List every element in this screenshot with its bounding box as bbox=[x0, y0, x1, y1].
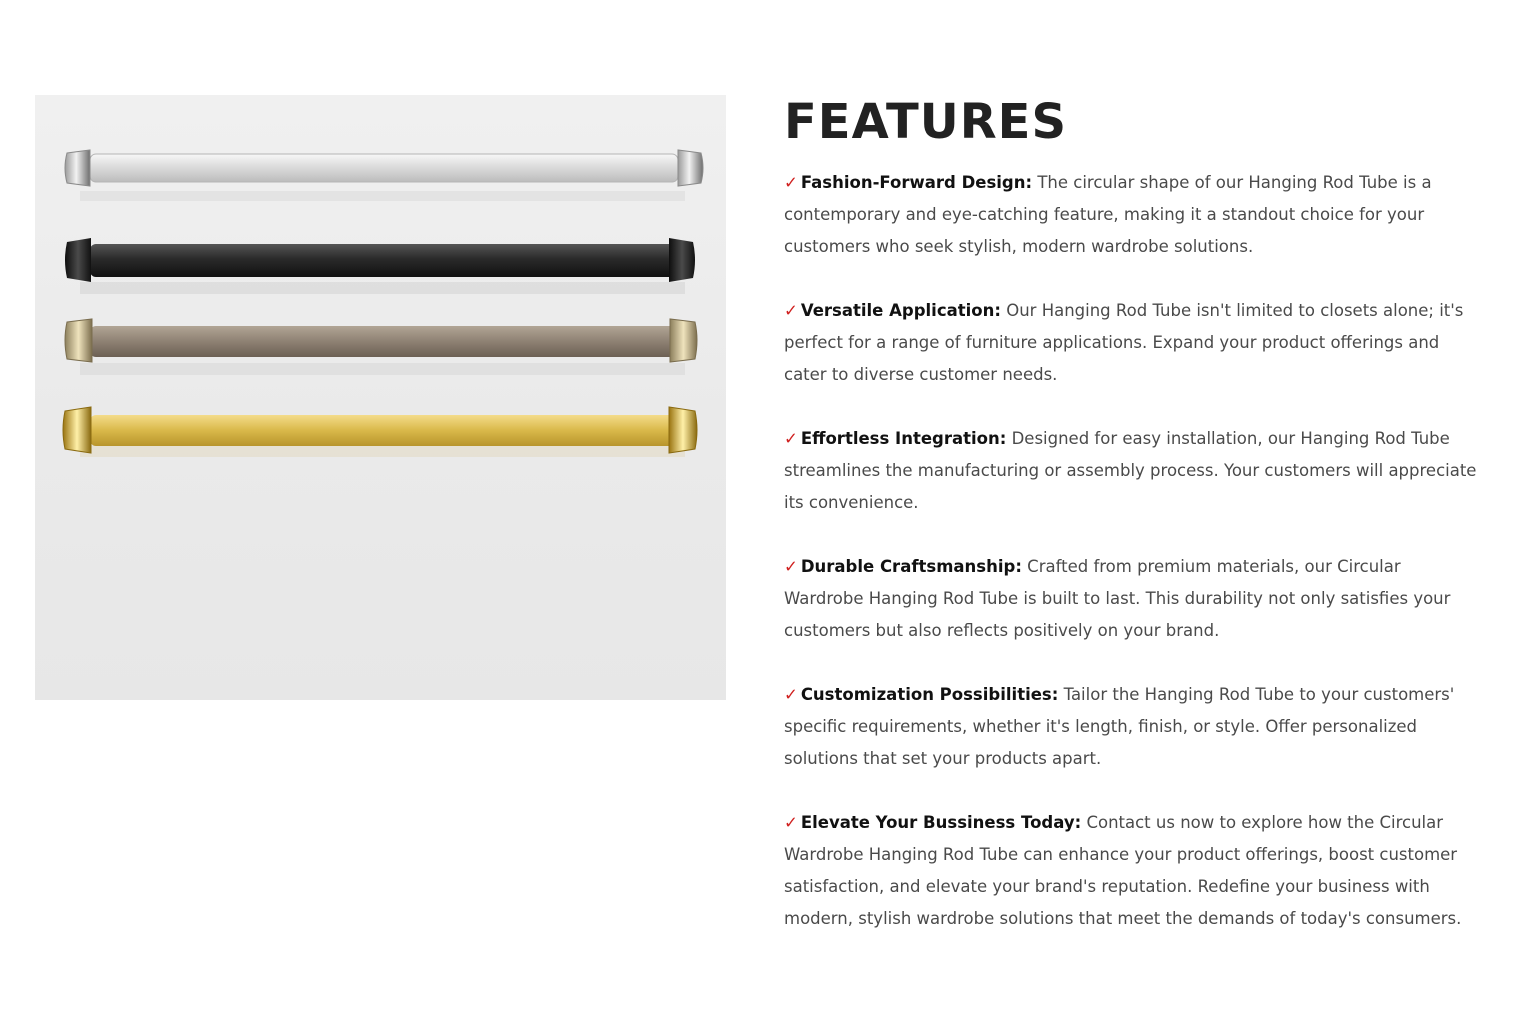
feature-title: Effortless Integration: bbox=[800, 429, 1007, 448]
silver-rod bbox=[65, 150, 703, 186]
check-icon: ✓ bbox=[784, 429, 798, 448]
black-rod-left-cap bbox=[65, 238, 91, 282]
feature-text: Tailor the Hanging Rod Tube to your customers' specific requirements, whether it's length, finish, or style. Offer personalized solutions that set your products apart. bbox=[784, 685, 1455, 768]
check-icon: ✓ bbox=[784, 557, 798, 576]
feature-text: Contact us now to explore how the Circular Wardrobe Hanging Rod Tube can enhance your product offerings, boost customer satisfaction, and elevate your brand's reputation. Redefine your business with modern, stylish wardrobe solutions that meet the demands of today's consumers. bbox=[784, 813, 1462, 928]
product-image bbox=[35, 95, 726, 700]
champagne-rod-right-cap bbox=[670, 319, 697, 362]
black-rod-right-cap bbox=[669, 238, 695, 282]
check-icon: ✓ bbox=[784, 685, 798, 704]
feature-text: Designed for easy installation, our Hanging Rod Tube streamlines the manufacturing or assembly process. Your customers will appreciate its convenience. bbox=[784, 429, 1477, 512]
feature-item-effortless-integration bbox=[784, 423, 1484, 519]
black-rod bbox=[65, 238, 695, 282]
feature-item-customization-possibilities bbox=[784, 679, 1484, 775]
champagne-rod-shadow bbox=[80, 363, 685, 375]
champagne-rod bbox=[65, 319, 697, 362]
feature-list bbox=[784, 167, 1484, 935]
feature-item-fashion-forward-design bbox=[784, 167, 1484, 263]
feature-item-versatile-application bbox=[784, 295, 1484, 391]
silver-rod-left-cap bbox=[65, 150, 90, 186]
gold-rod-shadow bbox=[80, 445, 685, 457]
feature-title: Durable Craftsmanship: bbox=[800, 557, 1022, 576]
feature-text: Our Hanging Rod Tube isn't limited to closets alone; it's perfect for a range of furniture applications. Expand your product offerings and cater to diverse customer needs. bbox=[784, 301, 1464, 384]
check-icon: ✓ bbox=[784, 813, 798, 832]
feature-title: Elevate Your Bussiness Today: bbox=[800, 813, 1082, 832]
feature-title: Fashion-Forward Design: bbox=[800, 173, 1033, 192]
black-rod-shadow bbox=[80, 282, 685, 294]
feature-text: The circular shape of our Hanging Rod Tube is a contemporary and eye-catching feature, making it a standout choice for your customers who seek stylish, modern wardrobe solutions. bbox=[784, 173, 1432, 256]
gold-rod-left-cap bbox=[63, 407, 91, 453]
silver-rod-shadow bbox=[80, 191, 685, 201]
gold-rod-right-cap bbox=[669, 407, 697, 453]
champagne-rod-left-cap bbox=[65, 319, 92, 362]
feature-title: Versatile Application: bbox=[800, 301, 1001, 320]
check-icon: ✓ bbox=[784, 301, 798, 320]
feature-text: Crafted from premium materials, our Circular Wardrobe Hanging Rod Tube is built to last. This durability not only satisfies your customers but also reflects positively on your brand. bbox=[784, 557, 1451, 640]
silver-rod-right-cap bbox=[678, 150, 703, 186]
feature-item-durable-craftsmanship bbox=[784, 551, 1484, 647]
features-section bbox=[784, 92, 1484, 967]
feature-title: Customization Possibilities: bbox=[800, 685, 1059, 704]
feature-item-elevate-your-business bbox=[784, 807, 1484, 935]
check-icon: ✓ bbox=[784, 173, 798, 192]
features-title: FEATURES bbox=[784, 94, 1068, 150]
